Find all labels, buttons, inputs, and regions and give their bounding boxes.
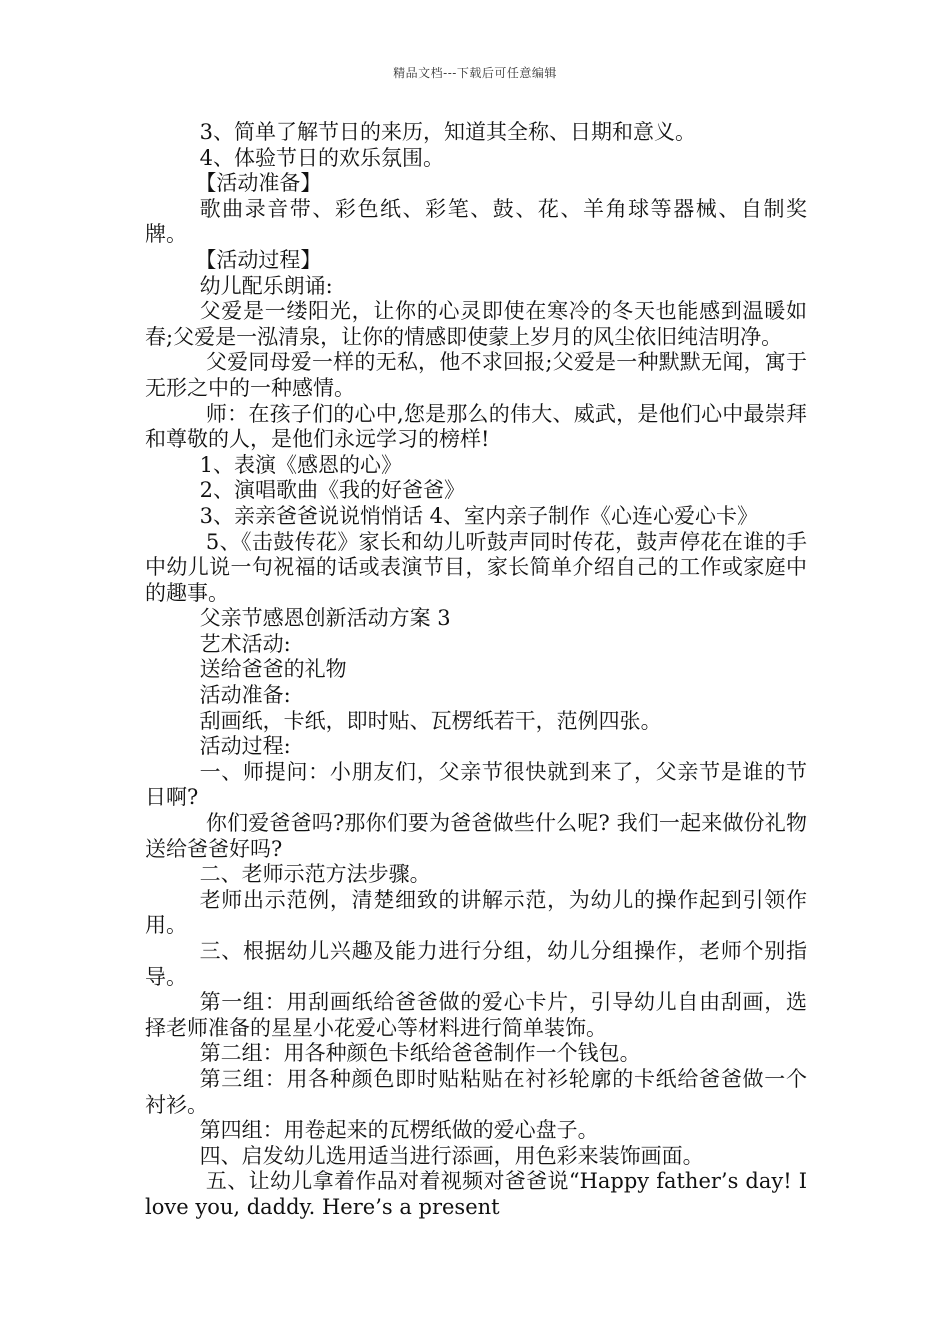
paragraph: 五、让幼儿拿着作品对着视频对爸爸说“Happy father’s day! I love you, daddy. Here’s a present [145,1169,807,1219]
paragraph: 3、简单了解节日的来历，知道其全称、日期和意义。 [199,120,696,144]
paragraph: 幼儿配乐朗诵: [199,273,333,298]
paragraph: 父爱是一缕阳光，让你的心灵即使在寒冷的冬天也能感到温暖如春;父爱是一泓清泉，让你的情感即使蒙上岁月的风尘依旧纯洁明净。 [145,299,807,349]
paragraph: 活动准备: [199,683,291,708]
paragraph: 师：在孩子们的心中,您是那么的伟大、威武，是他们心中最崇拜和尊敬的人，是他们永远学习的榜样! [145,401,807,452]
paragraph: 歌曲录音带、彩色纸、彩笔、鼓、花、羊角球等器械、自制奖牌。 [145,196,807,247]
section-heading: 【活动过程】 [195,247,322,272]
paragraph: 5、《击鼓传花》家长和幼儿听鼓声同时传花，鼓声停花在谁的手中幼儿说一句祝福的话或表演节目，家长简单介绍自己的工作或家庭中的趣事。 [145,529,807,605]
paragraph: 4、体验节日的欢乐氛围。 [199,145,444,170]
paragraph: 第四组：用卷起来的瓦楞纸做的爱心盘子。 [199,1118,599,1143]
page-header: 精品文档---下载后可任意编辑 [393,66,557,80]
section-title: 父亲节感恩创新活动方案 3 [199,606,451,631]
paragraph: 3、亲亲爸爸说说悄悄话 4、室内亲子制作《心连心爱心卡》 [199,503,758,528]
paragraph: 艺术活动: [199,631,291,656]
paragraph: 三、根据幼儿兴趣及能力进行分组，幼儿分组操作，老师个别指导。 [145,939,807,989]
paragraph: 父爱同母爱一样的无私，他不求回报;父爱是一种默默无闻，寓于无形之中的一种感情。 [145,350,807,400]
section-heading: 【活动准备】 [195,171,322,196]
paragraph: 四、启发幼儿选用适当进行添画，用色彩来装饰画面。 [199,1143,704,1168]
paragraph: 1、表演《感恩的心》 [199,452,402,477]
paragraph: 送给爸爸的礼物 [199,657,347,682]
paragraph: 第一组：用刮画纸给爸爸做的爱心卡片，引导幼儿自由刮画，选择老师准备的星星小花爱心等材料进行简单装饰。 [145,990,807,1040]
document-body [145,120,807,1221]
paragraph: 第三组：用各种颜色即时贴粘贴在衬衫轮廓的卡纸给爸爸做一个衬衫。 [145,1066,807,1117]
paragraph: 你们爱爸爸吗?那你们要为爸爸做些什么呢? 我们一起来做份礼物送给爸爸好吗? [145,811,807,861]
paragraph: 二、老师示范方法步骤。 [199,862,431,887]
paragraph: 老师出示范例，清楚细致的讲解示范，为幼儿的操作起到引领作用。 [145,887,807,938]
paragraph: 2、演唱歌曲《我的好爸爸》 [199,478,465,503]
paragraph: 刮画纸，卡纸，即时贴、瓦楞纸若干，范例四张。 [199,708,662,733]
paragraph: 第二组：用各种颜色卡纸给爸爸制作一个钱包。 [199,1041,641,1066]
paragraph: 活动过程: [199,734,291,759]
paragraph: 一、师提问：小朋友们，父亲节很快就到来了，父亲节是谁的节日啊? [145,759,807,810]
